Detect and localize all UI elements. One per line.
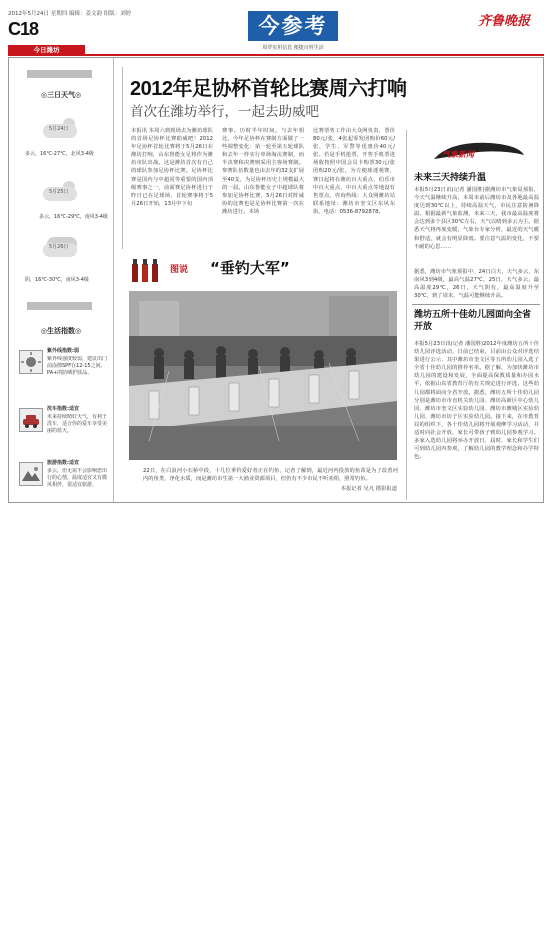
brand-logo: 今参考 bbox=[248, 11, 338, 41]
index-text: 多云，但无需不会影响您出行的心情，温度适宜又有微风相伴，很适宜旅游。 bbox=[47, 468, 108, 488]
date-line: 2012年5月24日 星期四 编辑：姜文韵 组版：刘婷 bbox=[8, 11, 132, 17]
day-forecast: 多云，16℃-29℃，南风3-4级 bbox=[39, 214, 108, 220]
index-name: 洗车指数:适宜 bbox=[47, 406, 80, 412]
day-date: 5月24日 bbox=[49, 126, 69, 132]
article-column-2: 赛事。历时半年时间。与去年相比，今年足协杯在赛制方面做了一些调整变化：第一轮至第五轮球队和去年一样实行单场淘汰赛制，而半决赛和决赛则采用主客场赛制。参赛队伍数量也由去年的32支扩展至40支，为足协杯历史上规模最大的一届。山东鲁能女子中超球队将参加足协杯比赛，5月26日对阵威协的比赛也是足协杯比赛第一次在潍坊进行。本场 bbox=[222, 128, 304, 215]
section-label: 今日潍坊 bbox=[8, 45, 85, 55]
weather-title: ◎三日天气◎ bbox=[40, 91, 82, 99]
index-title: ◎生活指数◎ bbox=[40, 327, 82, 335]
article-column-3: 比赛票务工作由大众网负责，票价80元/张，4张起零发团购价60元/张，学生、军警等优惠价40元/张。若是手机抢票，开售手机票进场收按照中国会员卡购票30元/张团购20元/张，为方便球迷观赛，赛日起将在潍坊百大重点、伯乐市中百大重点、中百大重点等地设有售票点，咨询热线：大众网潍坊站联系地址：潍坊市奎文区东风东街，电话：0536-8792878。 bbox=[313, 128, 395, 215]
brand-slogan: 周罗实用信息 便捷百姓生活 bbox=[262, 45, 324, 51]
picture-credit: 本报记者 吴凡 摄影报道 bbox=[340, 486, 397, 492]
story-divider bbox=[412, 304, 540, 305]
uv-icon bbox=[19, 350, 43, 374]
article-column-1: 本报讯 本周六到现场去为潍坊球队的首场足协杯比赛助威吧！2012年足协杯首轮比赛将于5月26日在潍坊打响，山东鲁能女足将作为潍坊市队出战。这是潍坊首次有自己的球队参加足协杯比赛。足协杯比赛是国内与中超同等重要的国内顶级赛事之一，前面赛足协杯进行于昨日已在足球场，首轮赛事将于5月26日开始，13月中下旬 bbox=[131, 128, 213, 207]
article-subtitle: 首次在潍坊举行，一起去助威吧 bbox=[130, 104, 319, 120]
weather-news-logo bbox=[430, 137, 528, 165]
index-text: 紫外线强度较弱，建议出门前涂擦SPF在12-15之间、PA+的防晒护肤品。 bbox=[47, 356, 108, 376]
sidebar-top-bar bbox=[27, 70, 92, 78]
right-column-divider bbox=[406, 130, 407, 500]
column-divider bbox=[122, 67, 123, 249]
bottle-graphic bbox=[130, 258, 174, 282]
day-forecast: 阴，16℃-30℃，南风3-4级 bbox=[25, 277, 89, 283]
picture-label: 图说 bbox=[170, 265, 189, 275]
story1-title: 未来三天持续升温 bbox=[414, 173, 487, 183]
index-name: 旅游指数:适宜 bbox=[47, 460, 80, 466]
day-date: 5月25日 bbox=[49, 189, 69, 195]
story1-extra: 据悉，潍坊市气象预报中，24日白天，天气多云，东南风3到4级，最高气温27℃，25日，天气多云，最高温度29℃，26日，天气阴有，最高温度升至30℃，到了周末，气温可能继续升高。 bbox=[414, 269, 539, 300]
index-text: 未来持续晴好天气，有利于洗车，适合你的爱车享受美丽的蓝天。 bbox=[47, 414, 108, 434]
fishing-photo bbox=[129, 291, 397, 460]
story2-title: 潍坊五所十佳幼儿园面向全省开放 bbox=[414, 310, 532, 332]
sidebar bbox=[9, 58, 114, 502]
weather-news-label: 气象新闻 bbox=[442, 150, 474, 159]
car-wash-icon bbox=[19, 408, 43, 432]
page-number: C18 bbox=[8, 19, 39, 39]
story2-text: 本报5月23日讯(记者 潘国胜)2012年度潍坊五所十佳幼儿园评选活动，日前已结束，目前由公众对评选结果进行公示，其中潍坊市奎文区等五所幼儿园入选了全省十佳幼儿园的推荐名单。据了解，为加快潍坊市幼儿园的建设和发展，全面提高保教质量和办园水平，依据山东省教育厅的有关规定进行评选，这些幼儿园都将面向全省开放。据悉，潍坊五所十佳幼儿园分别是潍坊市市直机关幼儿园、潍坊高新区中心幼儿园、潍坊市奎文区实验幼儿园、潍坊市潍城区实验幼儿园、潍坊市坊子区实验幼儿园。接下来，在市教育局的组织下，各十佳幼儿园将开展观摩学习活动，并适时向社会开放，家长可带孩子到幼儿园参观学习。多家入选幼儿园将举办开放日，届时，家长和学生们可到幼儿园内参观，了解幼儿园的教学理念和办学特色。 bbox=[414, 341, 539, 461]
picture-headline: “垂钓大军” bbox=[210, 259, 290, 277]
index-name: 紫外线指数:弱 bbox=[47, 348, 80, 354]
sidebar-mid-bar bbox=[27, 302, 92, 310]
story1-text: 本报5月23日讯(记者 潘国胜)据潍坊市气象局预报，今天气温继续升高，本周末前后潍坊市及各地最高温度达到30℃以上，持续高温天气，市民注意防暑降温。根据最新气象监测，未来三天，我市最高温度将会达到多个县区30℃左右，天气以晴到多云为主。据悉天气将再度变暖，气象台专家分析，最近的天气暖和舒适，就会有明显降雨。要注意气温的变化，不要不耐的心思…… bbox=[414, 187, 539, 250]
day-forecast: 多云，16℃-27℃，北风3-4级 bbox=[25, 151, 94, 157]
picture-caption: 22日，在白浪河小石桥中段，十几位垂钓爱好者正在钓鱼，记者了解到，最近河内投放的鱼苗是为了改善河内的鱼类、净化水质，而是潍坊市生第一大渔业资源项目，但仍有不少市民不听劝阻，照常钓鱼。 bbox=[143, 468, 398, 483]
header-rule bbox=[8, 54, 544, 56]
article-title: 2012年足协杯首轮比赛周六打响 bbox=[130, 78, 407, 100]
day-date: 5月26日 bbox=[49, 244, 69, 250]
travel-icon bbox=[19, 462, 43, 486]
paper-name: 齐鲁晚报 bbox=[478, 14, 531, 29]
